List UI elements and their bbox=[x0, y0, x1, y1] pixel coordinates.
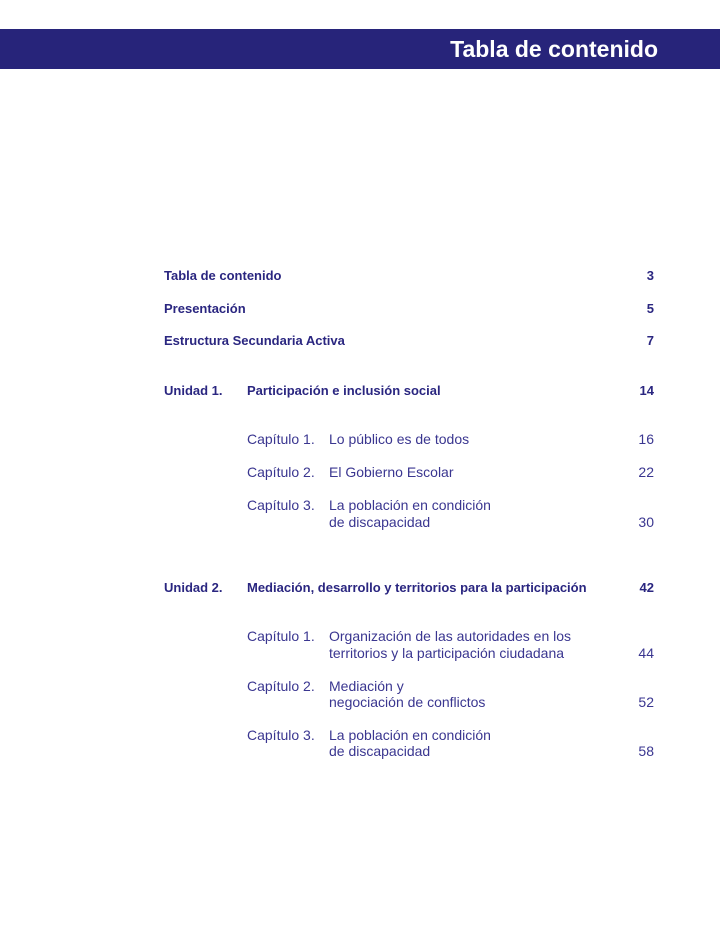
chapter-page: 16 bbox=[638, 431, 654, 447]
chapter-title-continued: de discapacidad bbox=[329, 743, 431, 759]
unit-title: Participación e inclusión social bbox=[247, 383, 441, 398]
chapter-title: La población en condición bbox=[329, 497, 491, 513]
chapter-title: Lo público es de todos bbox=[329, 431, 470, 447]
unit-label: Unidad 2. bbox=[164, 580, 223, 595]
unit-page: 42 bbox=[639, 580, 654, 595]
toc-entry-title: Presentación bbox=[164, 301, 246, 316]
unit-page: 14 bbox=[639, 383, 654, 398]
chapter-label: Capítulo 3. bbox=[247, 497, 315, 513]
chapter-title: La población en condición bbox=[329, 727, 491, 743]
toc-entry-page: 7 bbox=[646, 333, 654, 348]
chapter-title-continued: de discapacidad bbox=[329, 514, 431, 530]
chapter-label: Capítulo 3. bbox=[247, 727, 315, 743]
chapter-label: Capítulo 2. bbox=[247, 678, 315, 694]
toc-entry-title: Tabla de contenido bbox=[164, 268, 282, 283]
chapter-title: El Gobierno Escolar bbox=[329, 464, 454, 480]
chapter-page: 52 bbox=[638, 694, 654, 710]
chapter-page: 30 bbox=[638, 514, 654, 530]
unit-title: Mediación, desarrollo y territorios para la participación bbox=[247, 580, 587, 595]
chapter-title-continued: negociación de conflictos bbox=[329, 694, 486, 710]
chapter-page: 22 bbox=[638, 464, 654, 480]
chapter-title: Mediación y bbox=[329, 678, 404, 694]
chapter-title-continued: territorios y la participación ciudadana bbox=[329, 645, 565, 661]
chapter-label: Capítulo 1. bbox=[247, 628, 315, 644]
toc-entry-page: 3 bbox=[646, 268, 654, 283]
chapter-label: Capítulo 2. bbox=[247, 464, 315, 480]
toc-entry-title: Estructura Secundaria Activa bbox=[164, 333, 345, 348]
unit-label: Unidad 1. bbox=[164, 383, 223, 398]
chapter-page: 58 bbox=[638, 743, 654, 759]
chapter-title: Organización de las autoridades en los bbox=[329, 628, 572, 644]
page-title: Tabla de contenido bbox=[450, 36, 658, 62]
chapter-page: 44 bbox=[638, 645, 654, 661]
chapter-label: Capítulo 1. bbox=[247, 431, 315, 447]
toc-entry-page: 5 bbox=[646, 301, 654, 316]
